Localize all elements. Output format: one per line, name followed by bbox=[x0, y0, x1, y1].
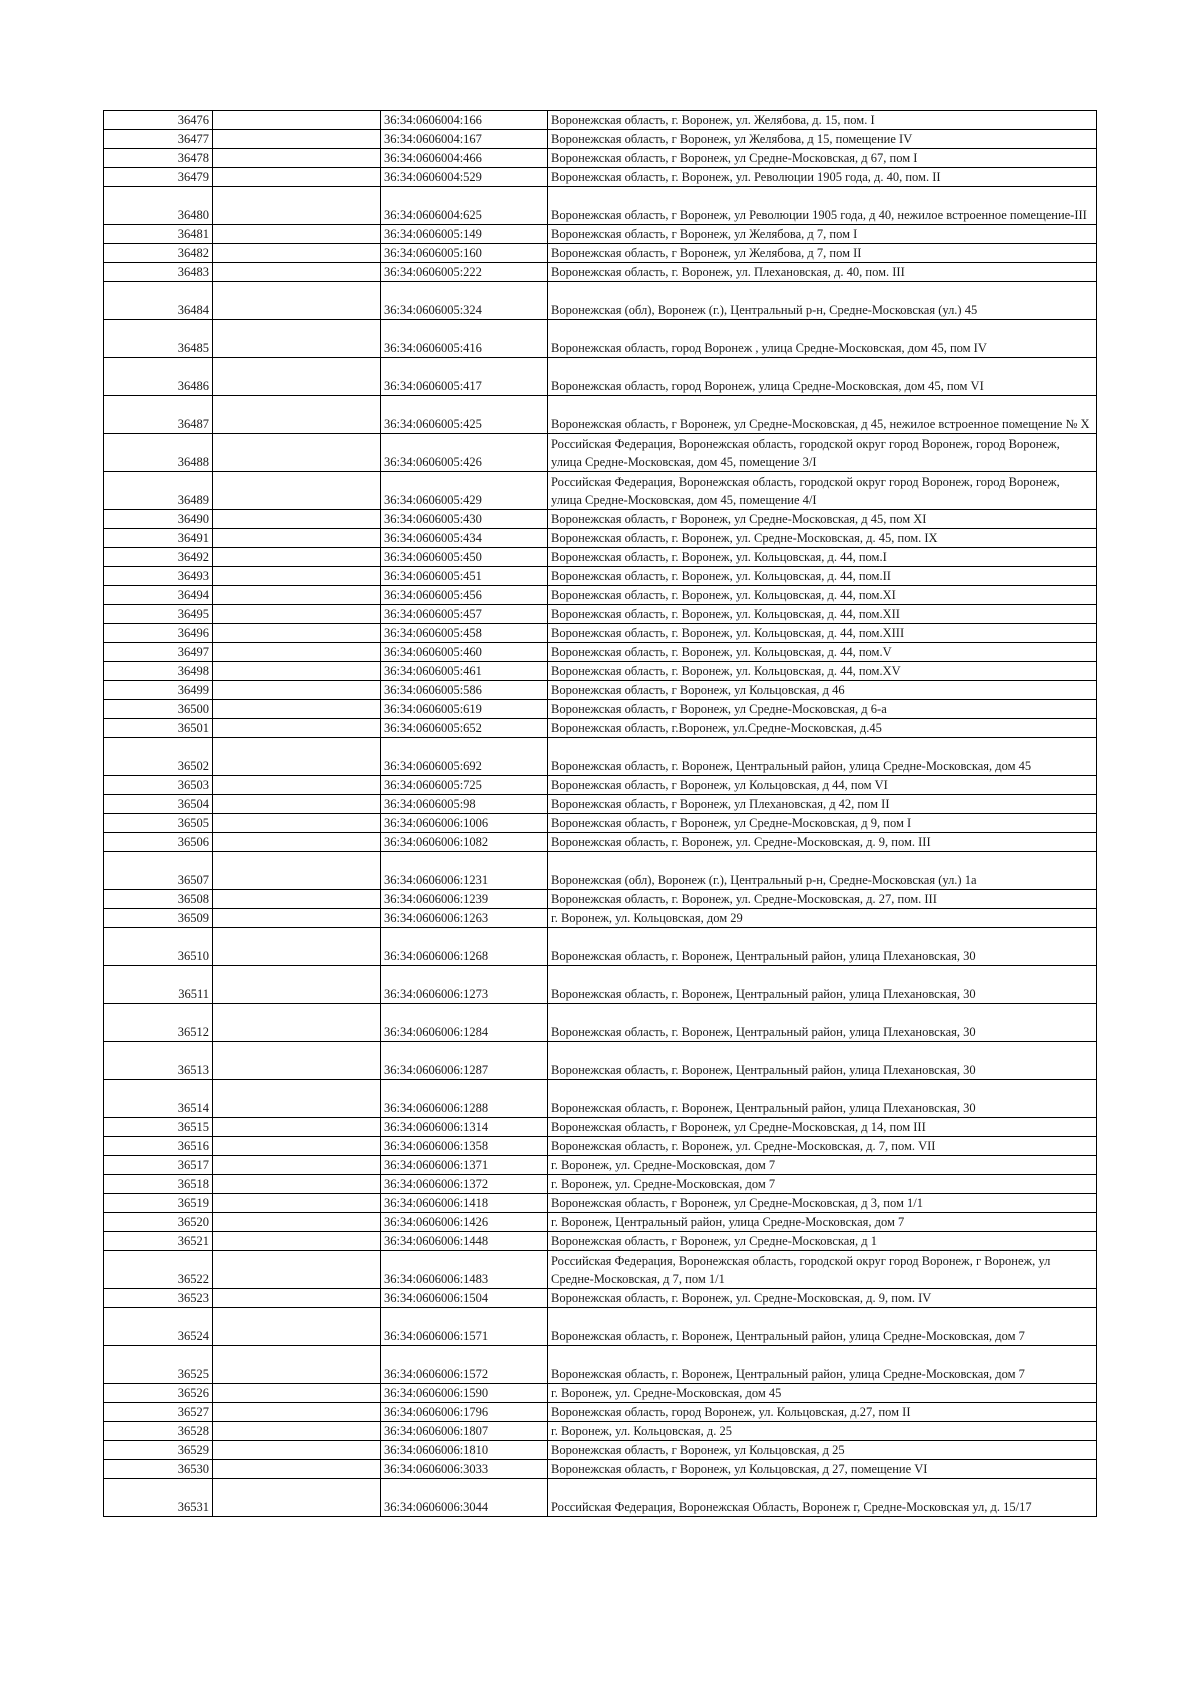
address-cell: Воронежская область, город Воронеж, улица Средне-Московская, дом 45, пом VI bbox=[548, 358, 1097, 396]
address-cell: Воронежская область, г Воронеж, ул Средне-Московская, д 6-а bbox=[548, 700, 1097, 719]
empty-cell bbox=[213, 1213, 381, 1232]
empty-cell bbox=[213, 909, 381, 928]
row-number-cell: 36477 bbox=[104, 130, 213, 149]
row-number-cell: 36478 bbox=[104, 149, 213, 168]
table-row bbox=[104, 548, 1097, 567]
address-cell: Воронежская область, г. Воронеж, ул. Средне-Московская, д. 9, пом. IV bbox=[548, 1289, 1097, 1308]
table-row bbox=[104, 890, 1097, 909]
cadastral-number-cell: 36:34:0606005:456 bbox=[381, 586, 548, 605]
empty-cell bbox=[213, 681, 381, 700]
empty-cell bbox=[213, 111, 381, 130]
table-row bbox=[104, 662, 1097, 681]
address-cell: г. Воронеж, ул. Средне-Московская, дом 7 bbox=[548, 1175, 1097, 1194]
table-row bbox=[104, 624, 1097, 643]
cadastral-number-cell: 36:34:0606005:586 bbox=[381, 681, 548, 700]
row-number-cell: 36497 bbox=[104, 643, 213, 662]
empty-cell bbox=[213, 1137, 381, 1156]
table-row bbox=[104, 852, 1097, 890]
row-number-cell: 36495 bbox=[104, 605, 213, 624]
empty-cell bbox=[213, 149, 381, 168]
row-number-cell: 36509 bbox=[104, 909, 213, 928]
table-row bbox=[104, 1232, 1097, 1251]
address-cell: Воронежская область, г. Воронеж, ул. Кольцовская, д. 44, пом.XI bbox=[548, 586, 1097, 605]
empty-cell bbox=[213, 624, 381, 643]
address-cell: Воронежская область, г. Воронеж, Центральный район, улица Плехановская, 30 bbox=[548, 928, 1097, 966]
address-cell: Воронежская область, г. Воронеж, Центральный район, улица Средне-Московская, дом 7 bbox=[548, 1346, 1097, 1384]
cadastral-number-cell: 36:34:0606006:1448 bbox=[381, 1232, 548, 1251]
address-cell: Воронежская область, г Воронеж, ул Средне-Московская, д 45, пом XI bbox=[548, 510, 1097, 529]
empty-cell bbox=[213, 1175, 381, 1194]
table-row bbox=[104, 1042, 1097, 1080]
empty-cell bbox=[213, 833, 381, 852]
table-row bbox=[104, 149, 1097, 168]
cadastral-number-cell: 36:34:0606004:466 bbox=[381, 149, 548, 168]
address-cell: Воронежская область, г Воронеж, ул Кольцовская, д 46 bbox=[548, 681, 1097, 700]
empty-cell bbox=[213, 567, 381, 586]
empty-cell bbox=[213, 1308, 381, 1346]
address-cell: Воронежская область, г Воронеж, ул Средне-Московская, д 9, пом I bbox=[548, 814, 1097, 833]
empty-cell bbox=[213, 244, 381, 263]
address-cell: Воронежская область, г Воронеж, ул Желябова, д 7, пом I bbox=[548, 225, 1097, 244]
row-number-cell: 36487 bbox=[104, 396, 213, 434]
table-row bbox=[104, 928, 1097, 966]
table-row bbox=[104, 1004, 1097, 1042]
table-row bbox=[104, 1289, 1097, 1308]
table-row bbox=[104, 1346, 1097, 1384]
table-row bbox=[104, 1213, 1097, 1232]
address-cell: Воронежская область, г. Воронеж, ул. Кольцовская, д. 44, пом.XV bbox=[548, 662, 1097, 681]
address-cell: Воронежская область, г. Воронеж, Центральный район, улица Плехановская, 30 bbox=[548, 1004, 1097, 1042]
table-row bbox=[104, 130, 1097, 149]
address-cell: Воронежская область, г Воронеж, ул Плехановская, д 42, пом II bbox=[548, 795, 1097, 814]
table-row bbox=[104, 1156, 1097, 1175]
cadastral-number-cell: 36:34:0606006:1807 bbox=[381, 1422, 548, 1441]
address-cell: Российская Федерация, Воронежская область, городской округ город Воронеж, город Воронеж, улица Средне-Московская, дом 45, помещение 4/I bbox=[548, 472, 1097, 510]
empty-cell bbox=[213, 719, 381, 738]
empty-cell bbox=[213, 1422, 381, 1441]
address-cell: Воронежская (обл), Воронеж (г.), Центральный р-н, Средне-Московская (ул.) 1а bbox=[548, 852, 1097, 890]
table-row bbox=[104, 1441, 1097, 1460]
table-row bbox=[104, 966, 1097, 1004]
cadastral-number-cell: 36:34:0606006:3044 bbox=[381, 1479, 548, 1517]
cadastral-number-cell: 36:34:0606006:1314 bbox=[381, 1118, 548, 1137]
row-number-cell: 36498 bbox=[104, 662, 213, 681]
empty-cell bbox=[213, 434, 381, 472]
empty-cell bbox=[213, 605, 381, 624]
empty-cell bbox=[213, 263, 381, 282]
table-row bbox=[104, 244, 1097, 263]
table-row bbox=[104, 529, 1097, 548]
empty-cell bbox=[213, 358, 381, 396]
address-cell: Воронежская область, г Воронеж, ул Кольцовская, д 44, пом VI bbox=[548, 776, 1097, 795]
row-number-cell: 36510 bbox=[104, 928, 213, 966]
cadastral-number-cell: 36:34:0606005:461 bbox=[381, 662, 548, 681]
table-row bbox=[104, 1308, 1097, 1346]
cadastral-number-cell: 36:34:0606005:426 bbox=[381, 434, 548, 472]
row-number-cell: 36517 bbox=[104, 1156, 213, 1175]
address-cell: Воронежская область, г. Воронеж, Центральный район, улица Средне-Московская, дом 7 bbox=[548, 1308, 1097, 1346]
empty-cell bbox=[213, 738, 381, 776]
row-number-cell: 36529 bbox=[104, 1441, 213, 1460]
cadastral-number-cell: 36:34:0606006:1231 bbox=[381, 852, 548, 890]
cadastral-number-cell: 36:34:0606006:1284 bbox=[381, 1004, 548, 1042]
address-cell: Воронежская область, г Воронеж, ул Средне-Московская, д 3, пом 1/1 bbox=[548, 1194, 1097, 1213]
cadastral-number-cell: 36:34:0606005:324 bbox=[381, 282, 548, 320]
row-number-cell: 36521 bbox=[104, 1232, 213, 1251]
row-number-cell: 36528 bbox=[104, 1422, 213, 1441]
table-row bbox=[104, 320, 1097, 358]
cadastral-number-cell: 36:34:0606006:1006 bbox=[381, 814, 548, 833]
cadastral-number-cell: 36:34:0606005:430 bbox=[381, 510, 548, 529]
row-number-cell: 36479 bbox=[104, 168, 213, 187]
registry-table-body bbox=[104, 111, 1097, 1517]
row-number-cell: 36513 bbox=[104, 1042, 213, 1080]
empty-cell bbox=[213, 1289, 381, 1308]
cadastral-number-cell: 36:34:0606006:1810 bbox=[381, 1441, 548, 1460]
address-cell: Воронежская область, город Воронеж , улица Средне-Московская, дом 45, пом IV bbox=[548, 320, 1097, 358]
table-row bbox=[104, 643, 1097, 662]
table-row bbox=[104, 567, 1097, 586]
address-cell: Воронежская область, г. Воронеж, ул. Средне-Московская, д. 27, пом. III bbox=[548, 890, 1097, 909]
empty-cell bbox=[213, 1118, 381, 1137]
address-cell: Воронежская область, г. Воронеж, Центральный район, улица Плехановская, 30 bbox=[548, 1080, 1097, 1118]
address-cell: Воронежская область, г. Воронеж, ул. Кольцовская, д. 44, пом.XIII bbox=[548, 624, 1097, 643]
address-cell: Воронежская область, г Воронеж, ул Средне-Московская, д 14, пом III bbox=[548, 1118, 1097, 1137]
cadastral-number-cell: 36:34:0606005:460 bbox=[381, 643, 548, 662]
row-number-cell: 36525 bbox=[104, 1346, 213, 1384]
empty-cell bbox=[213, 1460, 381, 1479]
cadastral-number-cell: 36:34:0606005:149 bbox=[381, 225, 548, 244]
row-number-cell: 36504 bbox=[104, 795, 213, 814]
cadastral-number-cell: 36:34:0606006:1590 bbox=[381, 1384, 548, 1403]
table-row bbox=[104, 700, 1097, 719]
registry-table bbox=[103, 110, 1097, 1517]
empty-cell bbox=[213, 168, 381, 187]
empty-cell bbox=[213, 586, 381, 605]
empty-cell bbox=[213, 396, 381, 434]
table-row bbox=[104, 111, 1097, 130]
empty-cell bbox=[213, 1004, 381, 1042]
address-cell: Российская Федерация, Воронежская область, городской округ город Воронеж, город Воронеж, улица Средне-Московская, дом 45, помещение 3/I bbox=[548, 434, 1097, 472]
row-number-cell: 36493 bbox=[104, 567, 213, 586]
address-cell: Воронежская область, г Воронеж, ул Желябова, д 15, помещение IV bbox=[548, 130, 1097, 149]
address-cell: Воронежская область, г. Воронеж, ул. Кольцовская, д. 44, пом.II bbox=[548, 567, 1097, 586]
empty-cell bbox=[213, 1232, 381, 1251]
table-row bbox=[104, 1479, 1097, 1517]
empty-cell bbox=[213, 795, 381, 814]
table-row bbox=[104, 1175, 1097, 1194]
cadastral-number-cell: 36:34:0606006:1572 bbox=[381, 1346, 548, 1384]
address-cell: Воронежская область, г. Воронеж, ул. Революции 1905 года, д. 40, пом. II bbox=[548, 168, 1097, 187]
address-cell: Воронежская область, г. Воронеж, ул. Кольцовская, д. 44, пом.V bbox=[548, 643, 1097, 662]
table-row bbox=[104, 358, 1097, 396]
address-cell: Российская Федерация, Воронежская Область, Воронеж г, Средне-Московская ул, д. 15/17 bbox=[548, 1479, 1097, 1517]
table-row bbox=[104, 472, 1097, 510]
row-number-cell: 36482 bbox=[104, 244, 213, 263]
cadastral-number-cell: 36:34:0606006:3033 bbox=[381, 1460, 548, 1479]
row-number-cell: 36511 bbox=[104, 966, 213, 1004]
row-number-cell: 36480 bbox=[104, 187, 213, 225]
row-number-cell: 36516 bbox=[104, 1137, 213, 1156]
row-number-cell: 36483 bbox=[104, 263, 213, 282]
table-row bbox=[104, 396, 1097, 434]
table-row bbox=[104, 1384, 1097, 1403]
table-row bbox=[104, 719, 1097, 738]
empty-cell bbox=[213, 282, 381, 320]
row-number-cell: 36515 bbox=[104, 1118, 213, 1137]
table-row bbox=[104, 586, 1097, 605]
address-cell: Воронежская область, г. Воронеж, Центральный район, улица Плехановская, 30 bbox=[548, 966, 1097, 1004]
cadastral-number-cell: 36:34:0606005:457 bbox=[381, 605, 548, 624]
table-row bbox=[104, 282, 1097, 320]
table-row bbox=[104, 187, 1097, 225]
empty-cell bbox=[213, 130, 381, 149]
empty-cell bbox=[213, 1194, 381, 1213]
cadastral-number-cell: 36:34:0606006:1287 bbox=[381, 1042, 548, 1080]
address-cell: Воронежская область, г Воронеж, ул Революции 1905 года, д 40, нежилое встроенное помещение-III bbox=[548, 187, 1097, 225]
cadastral-number-cell: 36:34:0606005:222 bbox=[381, 263, 548, 282]
table-row bbox=[104, 1080, 1097, 1118]
empty-cell bbox=[213, 472, 381, 510]
address-cell: Воронежская область, г.Воронеж, ул.Средне-Московская, д.45 bbox=[548, 719, 1097, 738]
empty-cell bbox=[213, 187, 381, 225]
address-cell: Воронежская (обл), Воронеж (г.), Центральный р-н, Средне-Московская (ул.) 45 bbox=[548, 282, 1097, 320]
row-number-cell: 36520 bbox=[104, 1213, 213, 1232]
row-number-cell: 36494 bbox=[104, 586, 213, 605]
cadastral-number-cell: 36:34:0606006:1273 bbox=[381, 966, 548, 1004]
row-number-cell: 36496 bbox=[104, 624, 213, 643]
empty-cell bbox=[213, 225, 381, 244]
row-number-cell: 36506 bbox=[104, 833, 213, 852]
empty-cell bbox=[213, 700, 381, 719]
table-row bbox=[104, 1422, 1097, 1441]
cadastral-number-cell: 36:34:0606006:1239 bbox=[381, 890, 548, 909]
address-cell: Воронежская область, г. Воронеж, ул. Средне-Московская, д. 45, пом. IX bbox=[548, 529, 1097, 548]
row-number-cell: 36518 bbox=[104, 1175, 213, 1194]
cadastral-number-cell: 36:34:0606006:1418 bbox=[381, 1194, 548, 1213]
table-row bbox=[104, 776, 1097, 795]
row-number-cell: 36484 bbox=[104, 282, 213, 320]
cadastral-number-cell: 36:34:0606006:1288 bbox=[381, 1080, 548, 1118]
empty-cell bbox=[213, 1346, 381, 1384]
row-number-cell: 36481 bbox=[104, 225, 213, 244]
empty-cell bbox=[213, 1479, 381, 1517]
table-row bbox=[104, 1403, 1097, 1422]
empty-cell bbox=[213, 928, 381, 966]
cadastral-number-cell: 36:34:0606005:725 bbox=[381, 776, 548, 795]
table-row bbox=[104, 738, 1097, 776]
row-number-cell: 36486 bbox=[104, 358, 213, 396]
cadastral-number-cell: 36:34:0606005:160 bbox=[381, 244, 548, 263]
table-row bbox=[104, 605, 1097, 624]
address-cell: г. Воронеж, Центральный район, улица Средне-Московская, дом 7 bbox=[548, 1213, 1097, 1232]
address-cell: Воронежская область, г Воронеж, ул Средне-Московская, д 1 bbox=[548, 1232, 1097, 1251]
table-row bbox=[104, 1118, 1097, 1137]
table-row bbox=[104, 833, 1097, 852]
address-cell: Российская Федерация, Воронежская область, городской округ город Воронеж, г Воронеж, ул Средне-Московская, д 7, пом 1/1 bbox=[548, 1251, 1097, 1289]
empty-cell bbox=[213, 776, 381, 795]
cadastral-number-cell: 36:34:0606006:1371 bbox=[381, 1156, 548, 1175]
table-row bbox=[104, 168, 1097, 187]
cadastral-number-cell: 36:34:0606005:429 bbox=[381, 472, 548, 510]
row-number-cell: 36512 bbox=[104, 1004, 213, 1042]
row-number-cell: 36523 bbox=[104, 1289, 213, 1308]
cadastral-number-cell: 36:34:0606006:1268 bbox=[381, 928, 548, 966]
address-cell: г. Воронеж, ул. Кольцовская, д. 25 bbox=[548, 1422, 1097, 1441]
cadastral-number-cell: 36:34:0606005:451 bbox=[381, 567, 548, 586]
row-number-cell: 36531 bbox=[104, 1479, 213, 1517]
cadastral-number-cell: 36:34:0606006:1426 bbox=[381, 1213, 548, 1232]
address-cell: г. Воронеж, ул. Средне-Московская, дом 7 bbox=[548, 1156, 1097, 1175]
row-number-cell: 36507 bbox=[104, 852, 213, 890]
row-number-cell: 36522 bbox=[104, 1251, 213, 1289]
table-row bbox=[104, 795, 1097, 814]
row-number-cell: 36502 bbox=[104, 738, 213, 776]
table-row bbox=[104, 681, 1097, 700]
table-row bbox=[104, 434, 1097, 472]
cadastral-number-cell: 36:34:0606006:1263 bbox=[381, 909, 548, 928]
table-row bbox=[104, 1194, 1097, 1213]
cadastral-number-cell: 36:34:0606004:167 bbox=[381, 130, 548, 149]
row-number-cell: 36503 bbox=[104, 776, 213, 795]
address-cell: Воронежская область, г. Воронеж, Центральный район, улица Средне-Московская, дом 45 bbox=[548, 738, 1097, 776]
row-number-cell: 36500 bbox=[104, 700, 213, 719]
row-number-cell: 36492 bbox=[104, 548, 213, 567]
table-row bbox=[104, 909, 1097, 928]
cadastral-number-cell: 36:34:0606006:1372 bbox=[381, 1175, 548, 1194]
table-row bbox=[104, 1460, 1097, 1479]
cadastral-number-cell: 36:34:0606005:98 bbox=[381, 795, 548, 814]
cadastral-number-cell: 36:34:0606005:450 bbox=[381, 548, 548, 567]
address-cell: г. Воронеж, ул. Кольцовская, дом 29 bbox=[548, 909, 1097, 928]
table-row bbox=[104, 510, 1097, 529]
address-cell: Воронежская область, г Воронеж, ул Кольцовская, д 25 bbox=[548, 1441, 1097, 1460]
address-cell: Воронежская область, г. Воронеж, ул. Кольцовская, д. 44, пом.I bbox=[548, 548, 1097, 567]
row-number-cell: 36527 bbox=[104, 1403, 213, 1422]
cadastral-number-cell: 36:34:0606006:1504 bbox=[381, 1289, 548, 1308]
row-number-cell: 36476 bbox=[104, 111, 213, 130]
address-cell: г. Воронеж, ул. Средне-Московская, дом 45 bbox=[548, 1384, 1097, 1403]
table-row bbox=[104, 1251, 1097, 1289]
row-number-cell: 36505 bbox=[104, 814, 213, 833]
cadastral-number-cell: 36:34:0606006:1358 bbox=[381, 1137, 548, 1156]
address-cell: Воронежская область, г. Воронеж, ул. Плехановская, д. 40, пом. III bbox=[548, 263, 1097, 282]
cadastral-number-cell: 36:34:0606006:1483 bbox=[381, 1251, 548, 1289]
table-row bbox=[104, 1137, 1097, 1156]
cadastral-number-cell: 36:34:0606004:625 bbox=[381, 187, 548, 225]
cadastral-number-cell: 36:34:0606006:1571 bbox=[381, 1308, 548, 1346]
empty-cell bbox=[213, 320, 381, 358]
row-number-cell: 36490 bbox=[104, 510, 213, 529]
empty-cell bbox=[213, 1251, 381, 1289]
empty-cell bbox=[213, 548, 381, 567]
cadastral-number-cell: 36:34:0606005:425 bbox=[381, 396, 548, 434]
address-cell: Воронежская область, г Воронеж, ул Желябова, д 7, пом II bbox=[548, 244, 1097, 263]
address-cell: Воронежская область, г. Воронеж, ул. Средне-Московская, д. 9, пом. III bbox=[548, 833, 1097, 852]
cadastral-number-cell: 36:34:0606005:458 bbox=[381, 624, 548, 643]
empty-cell bbox=[213, 643, 381, 662]
address-cell: Воронежская область, г Воронеж, ул Средне-Московская, д 67, пом I bbox=[548, 149, 1097, 168]
cadastral-number-cell: 36:34:0606005:652 bbox=[381, 719, 548, 738]
empty-cell bbox=[213, 529, 381, 548]
address-cell: Воронежская область, г Воронеж, ул Средне-Московская, д 45, нежилое встроенное помещение № X bbox=[548, 396, 1097, 434]
empty-cell bbox=[213, 1441, 381, 1460]
table-row bbox=[104, 225, 1097, 244]
cadastral-number-cell: 36:34:0606005:434 bbox=[381, 529, 548, 548]
empty-cell bbox=[213, 814, 381, 833]
table-row bbox=[104, 263, 1097, 282]
row-number-cell: 36488 bbox=[104, 434, 213, 472]
empty-cell bbox=[213, 852, 381, 890]
row-number-cell: 36489 bbox=[104, 472, 213, 510]
cadastral-number-cell: 36:34:0606005:619 bbox=[381, 700, 548, 719]
cadastral-number-cell: 36:34:0606004:166 bbox=[381, 111, 548, 130]
empty-cell bbox=[213, 510, 381, 529]
cadastral-number-cell: 36:34:0606005:692 bbox=[381, 738, 548, 776]
cadastral-number-cell: 36:34:0606006:1082 bbox=[381, 833, 548, 852]
row-number-cell: 36491 bbox=[104, 529, 213, 548]
empty-cell bbox=[213, 1080, 381, 1118]
row-number-cell: 36499 bbox=[104, 681, 213, 700]
empty-cell bbox=[213, 1403, 381, 1422]
row-number-cell: 36530 bbox=[104, 1460, 213, 1479]
address-cell: Воронежская область, г. Воронеж, ул. Кольцовская, д. 44, пом.XII bbox=[548, 605, 1097, 624]
row-number-cell: 36508 bbox=[104, 890, 213, 909]
address-cell: Воронежская область, город Воронеж, ул. Кольцовская, д.27, пом II bbox=[548, 1403, 1097, 1422]
empty-cell bbox=[213, 1384, 381, 1403]
address-cell: Воронежская область, г. Воронеж, ул. Желябова, д. 15, пом. I bbox=[548, 111, 1097, 130]
row-number-cell: 36526 bbox=[104, 1384, 213, 1403]
row-number-cell: 36519 bbox=[104, 1194, 213, 1213]
empty-cell bbox=[213, 966, 381, 1004]
empty-cell bbox=[213, 1042, 381, 1080]
empty-cell bbox=[213, 662, 381, 681]
row-number-cell: 36485 bbox=[104, 320, 213, 358]
address-cell: Воронежская область, г Воронеж, ул Кольцовская, д 27, помещение VI bbox=[548, 1460, 1097, 1479]
cadastral-number-cell: 36:34:0606005:417 bbox=[381, 358, 548, 396]
empty-cell bbox=[213, 890, 381, 909]
row-number-cell: 36524 bbox=[104, 1308, 213, 1346]
cadastral-number-cell: 36:34:0606004:529 bbox=[381, 168, 548, 187]
row-number-cell: 36514 bbox=[104, 1080, 213, 1118]
address-cell: Воронежская область, г. Воронеж, ул. Средне-Московская, д. 7, пом. VII bbox=[548, 1137, 1097, 1156]
table-row bbox=[104, 814, 1097, 833]
cadastral-number-cell: 36:34:0606005:416 bbox=[381, 320, 548, 358]
cadastral-number-cell: 36:34:0606006:1796 bbox=[381, 1403, 548, 1422]
empty-cell bbox=[213, 1156, 381, 1175]
address-cell: Воронежская область, г. Воронеж, Центральный район, улица Плехановская, 30 bbox=[548, 1042, 1097, 1080]
row-number-cell: 36501 bbox=[104, 719, 213, 738]
